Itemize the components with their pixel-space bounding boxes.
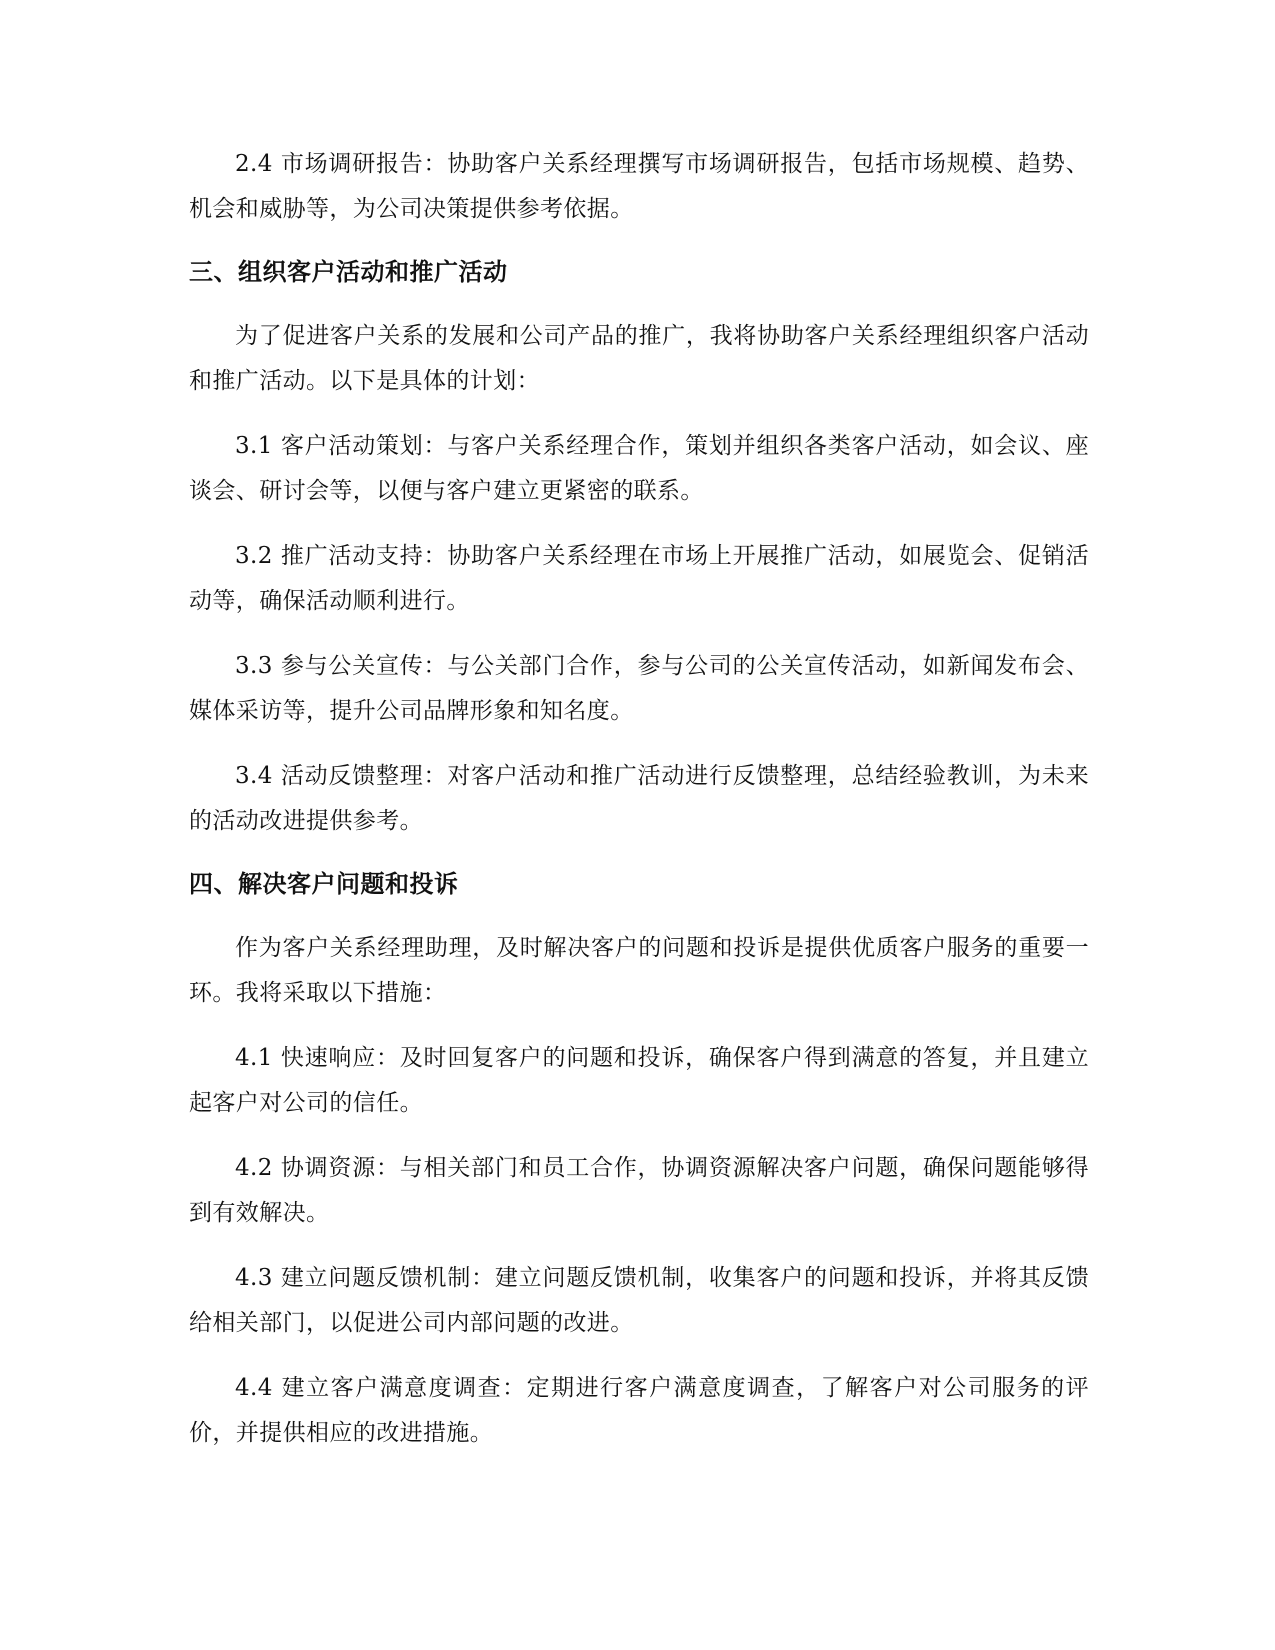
paragraph-3-1: 3.1 客户活动策划：与客户关系经理合作，策划并组织各类客户活动，如会议、座谈会、研讨会等，以便与客户建立更紧密的联系。 xyxy=(189,433,1089,504)
paragraph-4-1: 4.1 快速响应：及时回复客户的问题和投诉，确保客户得到满意的答复，并且建立起客户对公司的信任。 xyxy=(189,1045,1089,1116)
section-heading-3: 三、组织客户活动和推广活动 xyxy=(189,258,508,286)
paragraph-3-3: 3.3 参与公关宣传：与公关部门合作，参与公司的公关宣传活动，如新闻发布会、媒体采访等，提升公司品牌形象和知名度。 xyxy=(189,653,1089,724)
document-body xyxy=(189,142,1089,1476)
paragraph-4-4: 4.4 建立客户满意度调查：定期进行客户满意度调查，了解客户对公司服务的评价，并提供相应的改进措施。 xyxy=(189,1375,1089,1446)
paragraph-2-4: 2.4 市场调研报告：协助客户关系经理撰写市场调研报告，包括市场规模、趋势、机会和威胁等，为公司决策提供参考依据。 xyxy=(189,151,1089,222)
paragraph-section-4-intro: 作为客户关系经理助理，及时解决客户的问题和投诉是提供优质客户服务的重要一环。我将采取以下措施： xyxy=(189,935,1089,1006)
paragraph-3-4: 3.4 活动反馈整理：对客户活动和推广活动进行反馈整理，总结经验教训，为未来的活动改进提供参考。 xyxy=(189,763,1089,834)
section-heading-4: 四、解决客户问题和投诉 xyxy=(189,870,459,898)
paragraph-section-3-intro: 为了促进客户关系的发展和公司产品的推广，我将协助客户关系经理组织客户活动和推广活动。以下是具体的计划： xyxy=(189,323,1089,394)
paragraph-4-2: 4.2 协调资源：与相关部门和员工合作，协调资源解决客户问题，确保问题能够得到有效解决。 xyxy=(189,1155,1089,1226)
paragraph-3-2: 3.2 推广活动支持：协助客户关系经理在市场上开展推广活动，如展览会、促销活动等，确保活动顺利进行。 xyxy=(189,543,1089,614)
paragraph-4-3: 4.3 建立问题反馈机制：建立问题反馈机制，收集客户的问题和投诉，并将其反馈给相关部门，以促进公司内部问题的改进。 xyxy=(189,1265,1089,1336)
